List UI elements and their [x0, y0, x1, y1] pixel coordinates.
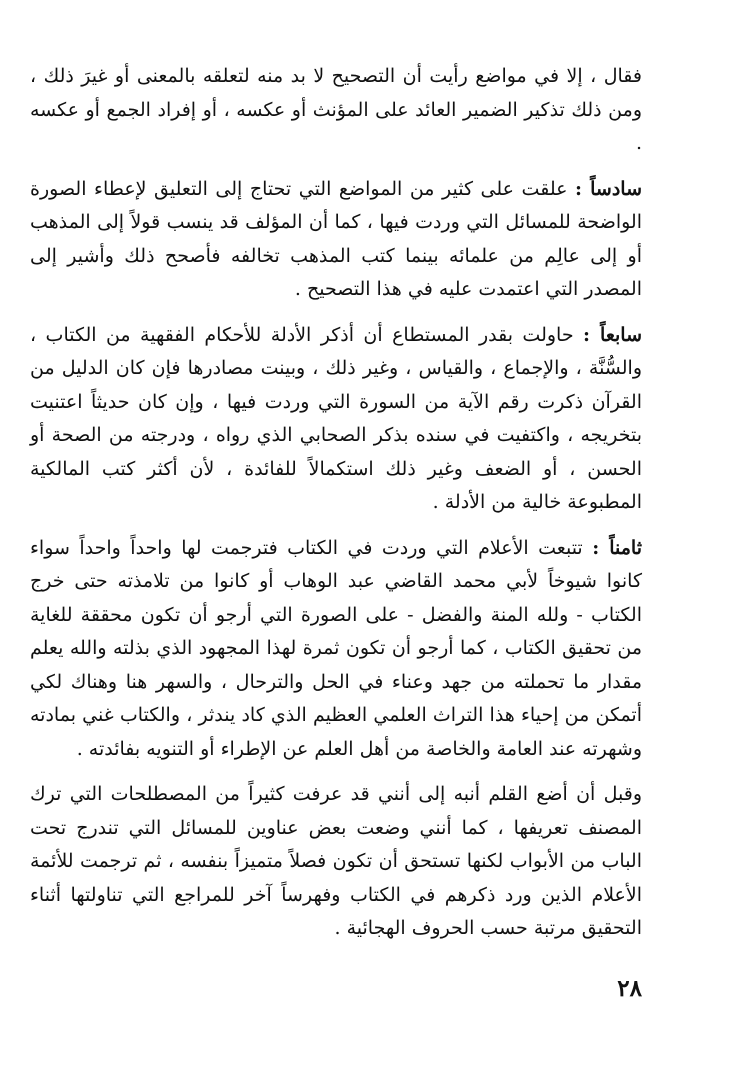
- paragraph-text: تتبعت الأعلام التي وردت في الكتاب فترجمت لها واحداً واحداً سواء كانوا شيوخاً لأبي محمد القاضي عبد الوهاب أو كانوا من تلامذته حتى خرج الكتاب - ولله المنة والفضل - على الصورة التي أرجو أن تكون محققة للغاية من تحقيق الكتاب ، كما أرجو أن تكون ثمرة لهذا المجهود الذي بذلته والله يعلم مقدار ما تحملته من جهد وعناء في الحل والترحال ، والسهر هنا وهناك لكي أتمكن من إحياء هذا التراث العلمي العظيم الذي كاد يندثر ، والكتاب غني بمادته وشهرته عند العامة والخاصة من أهل العلم عن الإطراء أو التنويه بفائدته .: [30, 536, 642, 760]
- paragraph-intro: [30, 60, 642, 161]
- paragraph-text: فقال ، إلا في مواضع رأيت أن التصحيح لا بد منه لتعلقه بالمعنى أو غيرَ ذلك ، ومن ذلك تذكير الضمير العائد على المؤنث أو عكسه ، أو إفراد الجمع أو عكسه .: [30, 65, 642, 154]
- paragraph-closing: [30, 778, 642, 946]
- paragraph-heading: ثامناً :: [592, 536, 643, 559]
- paragraph-text: حاولت بقدر المستطاع أن أذكر الأدلة للأحكام الفقهية من الكتاب ، والسُّنَّة ، والإجماع ، والقياس ، وغير ذلك ، وبينت مصادرها فإن كان الدليل من القرآن ذكرت رقم الآية من السورة التي وردت فيها ، وإن كان حديثاً اعتنيت بتخريجه ، واكتفيت في سنده بذكر الصحابي الذي رواه ، ودرجته من الصحة أو الحسن ، أو الضعف وغير ذلك استكمالاً للفائدة ، لأن أكثر كتب المالكية المطبوعة خالية من الأدلة .: [30, 323, 642, 513]
- page-number: ٢٨: [617, 975, 642, 1002]
- paragraph-heading: سادساً :: [574, 177, 642, 200]
- paragraph-text: علقت على كثير من المواضع التي تحتاج إلى التعليق لإعطاء الصورة الواضحة للمسائل التي وردت فيها ، كما أن المؤلف قد ينسب قولاً إلى المذهب أو إلى عالِم من علمائه بينما كتب المذهب تخالفه فأصحح ذلك وأشير إلى المصدر التي اعتمدت عليه في هذا التصحيح .: [30, 177, 642, 300]
- paragraph-text: وقبل أن أضع القلم أنبه إلى أنني قد عرفت كثيراً من المصطلحات التي ترك المصنف تعريفها ، كما أنني وضعت بعض عناوين للمسائل التي تندرج تحت الباب من الأبواب لكنها تستحق أن تكون فصلاً متميزاً بنفسه ، ثم ترجمت للأئمة الأعلام الذين ورد ذكرهم في الكتاب وفهرساً آخر للمراجع التي تناولتها أثناء التحقيق مرتبة حسب الحروف الهجائية .: [30, 783, 642, 939]
- paragraph-heading: سابعاً :: [583, 323, 642, 346]
- paragraph-sixth: [30, 173, 642, 307]
- paragraph-seventh: [30, 319, 642, 520]
- paragraph-eighth: [30, 532, 642, 767]
